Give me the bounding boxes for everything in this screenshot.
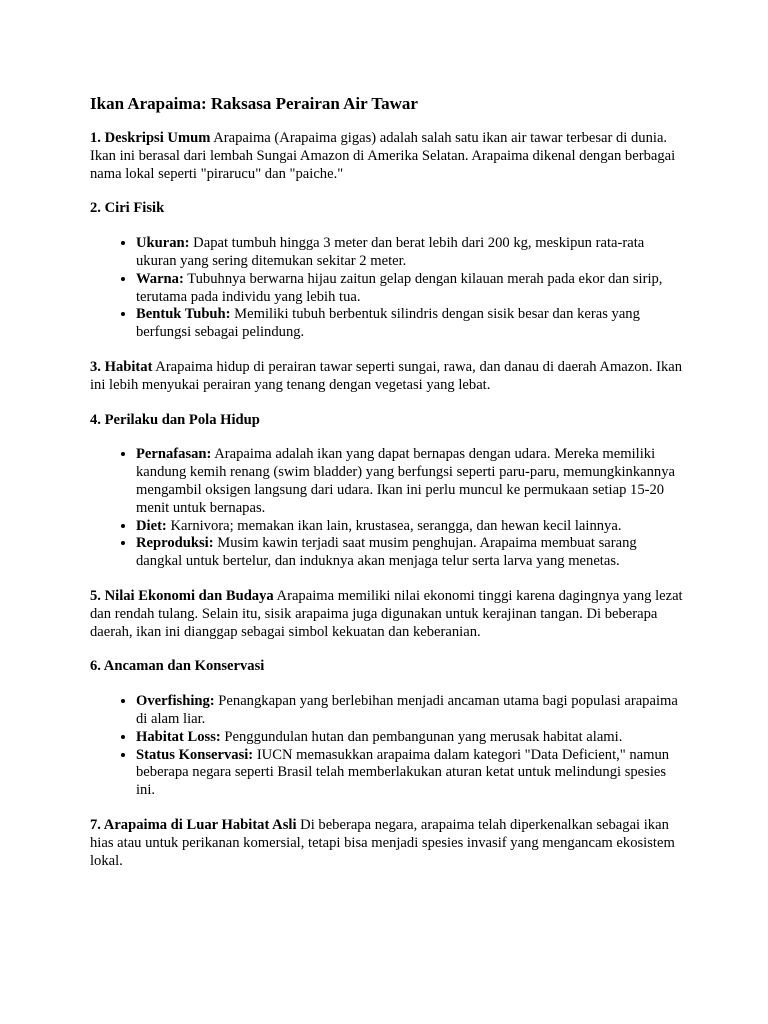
item-text: Arapaima adalah ikan yang dapat bernapas dengan udara. Mereka memiliki kandung kemih renang (swim bladder) yang berfungsi seperti paru-paru, memungkinkannya mengambil oksigen langsung dari udara. Ikan ini perlu muncul ke permukaan setiap 15-20 menit untuk bernapas. (136, 446, 675, 516)
item-label: Habitat Loss: (136, 728, 221, 745)
section-4-list (90, 446, 684, 571)
item-label: Bentuk Tubuh: (136, 306, 231, 323)
item-text: Dapat tumbuh hingga 3 meter dan berat lebih dari 200 kg, meskipun rata-rata ukuran yang sering ditemukan sekitar 2 meter. (136, 235, 645, 269)
section-5-paragraph (90, 588, 684, 641)
section-3-paragraph (90, 359, 684, 395)
item-label: Warna: (136, 270, 184, 287)
list-item (136, 306, 684, 342)
section-6-heading: 6. Ancaman dan Konservasi (90, 658, 265, 675)
section-7-paragraph (90, 817, 684, 870)
item-text: Tubuhnya berwarna hijau zaitun gelap dengan kilauan merah pada ekor dan sirip, terutama pada individu yang lebih tua. (136, 270, 663, 305)
section-7-text: Di beberapa negara, arapaima telah diperkenalkan sebagai ikan hias atau untuk perikanan komersial, tetapi bisa menjadi spesies invasif yang mengancam ekosistem lokal. (90, 816, 675, 869)
item-text: Penangkapan yang berlebihan menjadi ancaman utama bagi populasi arapaima di alam liar. (136, 693, 678, 727)
item-text: Karnivora; memakan ikan lain, krustasea, serangga, dan hewan kecil lainnya. (166, 517, 622, 534)
item-label: Overfishing: (136, 693, 215, 710)
item-text: IUCN memasukkan arapaima dalam kategori "Data Deficient," namun beberapa negara seperti Brasil telah memberlakukan aturan ketat untuk melindungi spesies ini. (136, 746, 670, 799)
list-item (136, 535, 684, 571)
section-3-text: Arapaima hidup di perairan tawar seperti sungai, rawa, dan danau di daerah Amazon. Ikan ini lebih menyukai perairan yang tenang dengan vegetasi yang lebat. (90, 358, 683, 393)
list-item (136, 235, 684, 271)
section-1-text: Arapaima (Arapaima gigas) adalah salah satu ikan air tawar terbesar di dunia. Ikan ini berasal dari lembah Sungai Amazon di Amerika Selatan. Arapaima dikenal dengan berbagai nama lokal seperti "pirarucu" dan "paiche." (90, 130, 676, 182)
section-2-list (90, 235, 684, 342)
document-body (90, 94, 684, 887)
list-item (136, 446, 684, 517)
item-label: Ukuran: (136, 235, 190, 252)
section-6-list (90, 693, 684, 800)
list-item (136, 729, 684, 747)
item-label: Reproduksi: (136, 535, 214, 552)
list-item (136, 747, 684, 800)
section-7-label: 7. Arapaima di Luar Habitat Asli (90, 816, 297, 833)
list-item (136, 693, 684, 729)
item-text: Memiliki tubuh berbentuk silindris dengan sisik besar dan keras yang berfungsi sebagai pelindung. (136, 306, 640, 341)
section-1-label: 1. Deskripsi Umum (90, 130, 211, 146)
list-item (136, 518, 684, 536)
section-5-text: Arapaima memiliki nilai ekonomi tinggi karena dagingnya yang lezat dan rendah tulang. Selain itu, sisik arapaima juga digunakan untuk kerajinan tangan. Di beberapa daerah, ikan ini dianggap sebagai simbol kekuatan dan keberanian. (90, 587, 683, 640)
section-4-heading: 4. Perilaku dan Pola Hidup (90, 411, 260, 428)
list-item (136, 271, 684, 307)
section-1-paragraph (90, 130, 684, 183)
item-text: Musim kawin terjadi saat musim penghujan. Arapaima membuat sarang dangkal untuk bertelur, dan induknya akan menjaga telur serta larva yang menetas. (136, 535, 637, 570)
section-3-label: 3. Habitat (90, 358, 153, 375)
item-label: Status Konservasi: (136, 746, 254, 763)
section-2-heading: 2. Ciri Fisik (90, 200, 165, 217)
item-label: Diet: (136, 517, 167, 534)
section-5-label: 5. Nilai Ekonomi dan Budaya (90, 587, 274, 604)
item-text: Penggundulan hutan dan pembangunan yang merusak habitat alami. (220, 728, 623, 745)
item-label: Pernafasan: (136, 446, 212, 463)
document-title: Ikan Arapaima: Raksasa Perairan Air Tawar (90, 94, 418, 113)
